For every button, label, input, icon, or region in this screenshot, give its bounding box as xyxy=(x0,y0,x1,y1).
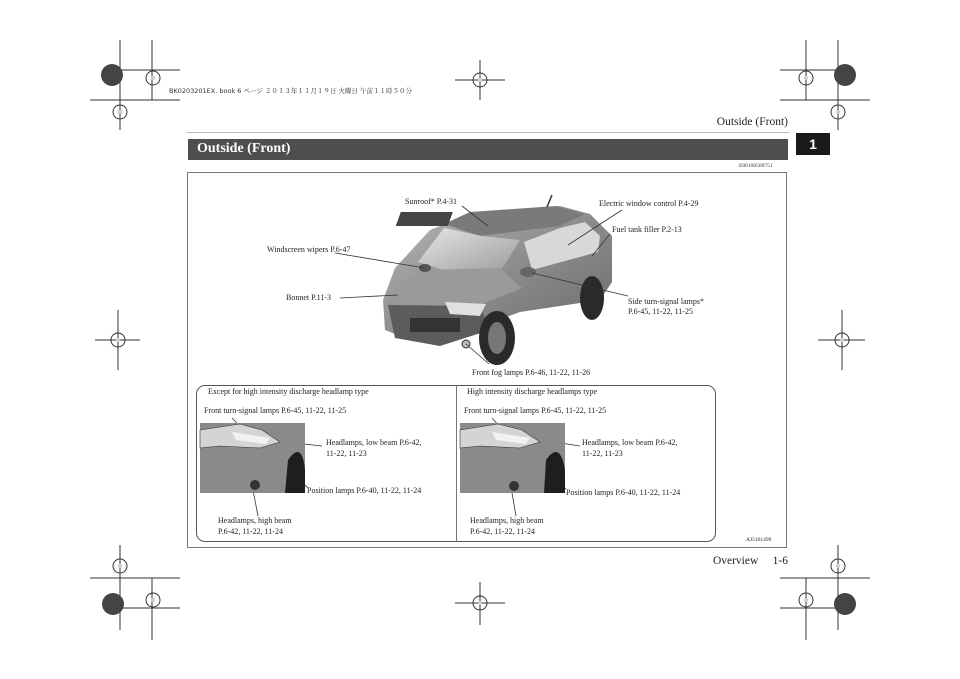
left-front-turn-signal: Front turn-signal lamps P.6-45, 11-22, 11-25 xyxy=(204,406,347,415)
right-low-beam-pages: 11-22, 11-23 xyxy=(582,449,623,458)
section-title: Outside (Front) xyxy=(197,141,291,156)
section-code: E00100500751 xyxy=(739,163,773,169)
chapter-tab: 1 xyxy=(796,133,830,155)
right-front-turn-signal: Front turn-signal lamps P.6-45, 11-22, 11-25 xyxy=(464,406,607,415)
book-file-info: BK0203201EX. book 6 ページ ２０１３年１１月１９日 火曜日 午前１１時５０分 xyxy=(169,87,413,95)
right-position-lamps: Position lamps P.6-40, 11-22, 11-24 xyxy=(566,488,681,497)
footer-page-number: 1-6 xyxy=(772,555,788,567)
right-low-beam: Headlamps, low beam P.6-42, xyxy=(582,438,678,447)
right-panel-title: High intensity discharge headlamps type xyxy=(464,387,600,397)
page-footer xyxy=(713,555,788,567)
callout-bonnet: Bonnet P.11-3 xyxy=(286,293,332,302)
callout-side-turn-signal-pages: P.6-45, 11-22, 11-25 xyxy=(628,307,693,316)
left-high-beam-pages: P.6-42, 11-22, 11-24 xyxy=(218,527,283,536)
left-high-beam: Headlamps, high beam xyxy=(218,516,292,525)
page-header-title: Outside (Front) xyxy=(716,116,788,128)
callout-windscreen-wipers: Windscreen wipers P.6-47 xyxy=(267,245,351,254)
callout-front-fog-lamps: Front fog lamps P.6-46, 11-22, 11-26 xyxy=(472,368,591,377)
callout-electric-window: Electric window control P.4-29 xyxy=(599,199,699,208)
left-low-beam-pages: 11-22, 11-23 xyxy=(326,449,367,458)
left-position-lamps: Position lamps P.6-40, 11-22, 11-24 xyxy=(307,486,422,495)
figure-code: AJ5101499 xyxy=(746,537,772,543)
footer-section: Overview xyxy=(712,555,759,567)
left-low-beam: Headlamps, low beam P.6-42, xyxy=(326,438,422,447)
right-high-beam-pages: P.6-42, 11-22, 11-24 xyxy=(470,527,535,536)
callout-fuel-tank: Fuel tank filler P.2-13 xyxy=(612,225,682,234)
right-high-beam: Headlamps, high beam xyxy=(470,516,544,525)
callout-side-turn-signal: Side turn-signal lamps* xyxy=(628,297,704,306)
callout-sunroof: Sunroof* P.4-31 xyxy=(405,197,458,206)
left-panel-title: Except for high intensity discharge headlamp type xyxy=(205,387,372,397)
